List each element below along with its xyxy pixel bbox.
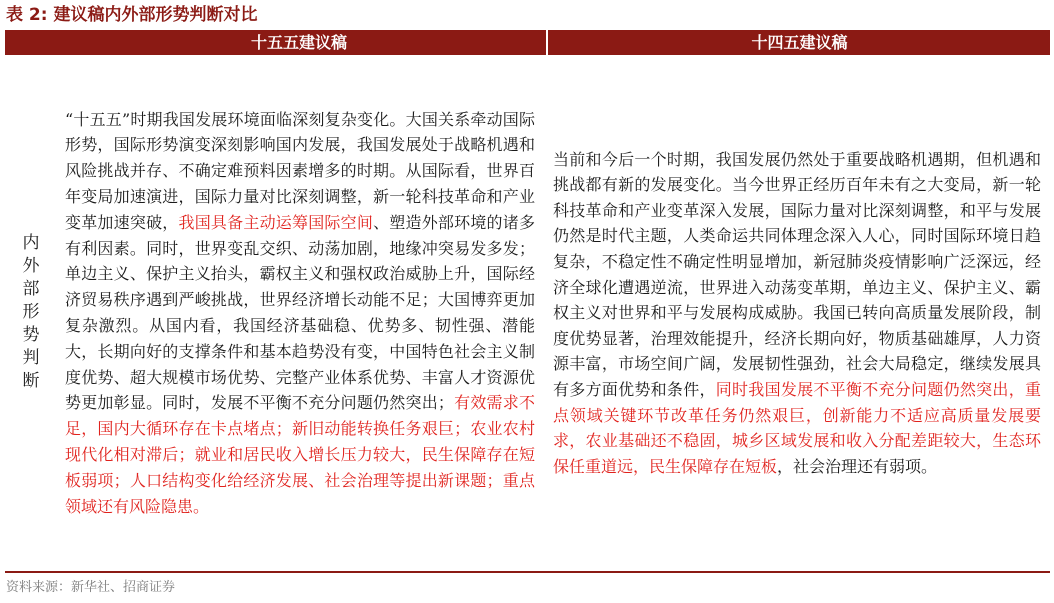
highlighted-text: 我国具备主动运筹国际空间 — [178, 212, 374, 232]
table-bottom-rule — [5, 571, 1050, 573]
cell-14th-plan-text — [553, 147, 1041, 480]
source-note: 资料来源：新华社、招商证券 — [6, 580, 176, 595]
highlighted-text: 同时我国发展不平衡不充分问题仍然突出，重点领域关键环节改革任务仍然艰巨，创新能力不适应高质量发展要求，农业基础还不稳固，城乡区域发展和收入分配差距较大，生态环保任重道远，民生保障存在短板 — [553, 379, 1041, 476]
table-header — [5, 30, 1050, 55]
table-title: 表 2: 建议稿内外部形势判断对比 — [6, 5, 258, 25]
row-label-text: 内外部形势判断 — [18, 232, 39, 394]
row-label — [5, 55, 53, 571]
cell-15th-plan-text — [65, 107, 535, 520]
cell-14th-plan — [553, 55, 1041, 571]
table-row — [5, 55, 1050, 571]
header-divider — [546, 30, 548, 55]
text-segment: “十五五”时期我国发展环境面临深刻复杂变化。大国关系牵动国际形势，国际形势演变深刻影响国内发展，我国发展处于战略机遇和风险挑战并存、不确定难预料因素增多的时期。从国际看，世界百年变局加速演进，国际力量对比深刻调整，新一轮科技革命和产业变革加速突破， — [65, 109, 535, 232]
text-segment: 当前和今后一个时期，我国发展仍然处于重要战略机遇期，但机遇和挑战都有新的发展变化。当今世界正经历百年未有之大变局，新一轮科技革命和产业变革深入发展，国际力量对比深刻调整，和平与发展仍然是时代主题，人类命运共同体理念深入人心，同时国际环境日趋复杂，不稳定性不确定性明显增加，新冠肺炎疫情影响广泛深远，经济全球化遭遇逆流，世界进入动荡变革期，单边主义、保护主义、霸权主义对世界和平与发展构成威胁。我国已转向高质量发展阶段，制度优势显著，治理效能提升，经济长期向好，物质基础雄厚，人力资源丰富，市场空间广阔，发展韧性强劲，社会大局稳定，继续发展具有多方面优势和条件， — [553, 149, 1041, 399]
text-segment: 、塑造外部环境的诸多有利因素。同时，世界变乱交织、动荡加剧，地缘冲突易发多发；单边主义、保护主义抬头，霸权主义和强权政治威胁上升，国际经济贸易秩序遇到严峻挑战，世界经济增长动能不足；大国博弈更加复杂激烈。从国内看，我国经济基础稳、优势多、韧性强、潜能大，长期向好的支撑条件和基本趋势没有变，中国特色社会主义制度优势、超大规模市场优势、完整产业体系优势、丰富人才资源优势更加彰显。同时，发展不平衡不充分问题仍然突出； — [65, 212, 535, 413]
text-segment: ，社会治理还有弱项。 — [777, 456, 938, 476]
highlighted-text: 有效需求不足，国内大循环存在卡点堵点；新旧动能转换任务艰巨；农业农村现代化相对滞后；就业和居民收入增长压力较大，民生保障存在短板弱项；人口结构变化给经济发展、社会治理等提出新课题；重点领域还有风险隐患。 — [65, 393, 535, 516]
header-col-15th-plan: 十五五建议稿 — [250, 33, 347, 52]
header-col-14th-plan: 十四五建议稿 — [751, 33, 848, 52]
cell-15th-plan — [65, 55, 535, 571]
